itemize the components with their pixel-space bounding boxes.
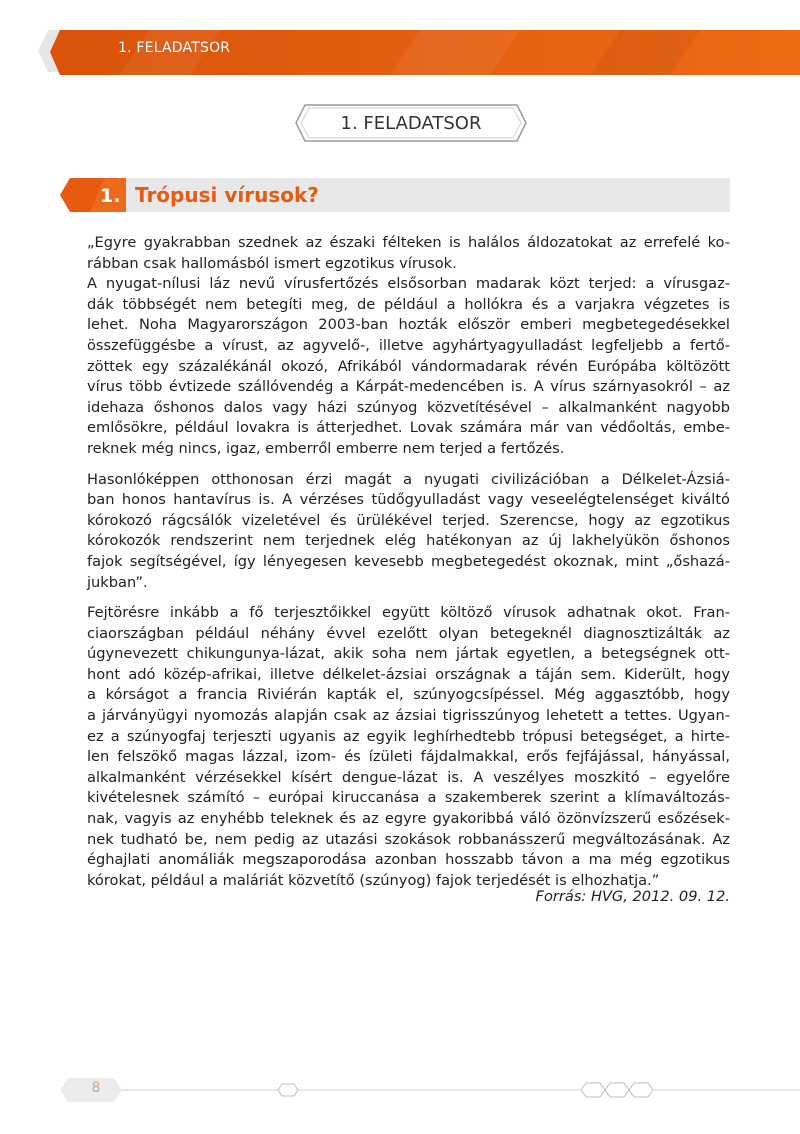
text-line: ciaországban például néhány évvel ezelőtt olyan betegeknél diagnosztizálták az (87, 624, 730, 642)
text-line: „Egyre gyakrabban szednek az északi félteken is halálos áldozatokat az errefelé ko- (87, 234, 730, 251)
article-body (87, 233, 730, 901)
text-line: nek tudható be, nem pedig az utazási szokások robbanásszerű megváltozásának. Az (87, 830, 730, 848)
text-line: alkalmanként vérzésekkel kísért dengue-lázat is. A veszélyes moszkitó – egyelőre (87, 768, 730, 786)
paragraph-1 (87, 233, 730, 460)
exercise-number: 1. (100, 185, 121, 207)
text-line: összefüggésbe a vírust, az agyvelő-, illetve agyhártyagyulladást legfeljebb a fertő- (87, 336, 730, 354)
text-line: emlősökre, például lovakra is átterjedhet. Lovak számára már van védőoltás, embe- (87, 419, 730, 437)
text-line: rábban csak hallomásból ismert egzotikus vírusok. (87, 254, 457, 272)
text-line: kórokat, például a maláriát közvetítő (szúnyog) fajok terjedését is elhozhatja.” (87, 871, 660, 889)
text-line: Fejtörésre inkább a fő terjesztőikkel együtt költöző vírusok adhatnak okot. Fran- (87, 604, 730, 622)
text-line: dák többségét nem betegíti meg, de például a hollókra és a varjakra végzetes is (87, 295, 730, 313)
paragraph-2 (87, 470, 730, 594)
text-line: hont adó közép-afrikai, illetve délkelet-ázsiai országnak a táján sem. Kiderült, hogy (87, 665, 730, 683)
section-title-box (295, 104, 527, 142)
page-number: 8 (91, 1080, 101, 1096)
text-line: len felszökő magas lázzal, izom- és ízületi fájdalmakkal, erős fejfájással, hányással, (87, 748, 730, 766)
text-line: fajok segítségével, így lényegesen kevesebb megbetegedést okoznak, mint „őshazá- (87, 552, 730, 570)
text-line: jukban”. (87, 573, 148, 591)
text-line: lehet. Noha Magyarországon 2003-ban hozták először emberi megbetegedésekkel (87, 316, 730, 334)
text-line: vírus több évtizede szállóvendég a Kárpát-medencében is. A vírus szárnyasokról – az (87, 378, 730, 396)
text-line: reknek még nincs, igaz, emberről emberre nem terjed a fertőzés. (87, 439, 565, 457)
footer-decoration (0, 1070, 800, 1110)
text-line: nak, vagyis az enyhébb teleknek és az egyre gyakoribbá váló özönvízszerű esőzések- (87, 810, 730, 828)
text-line: a kórságot a francia Riviérán kapták el, szúnyogcsípéssel. Még aggasztóbb, hogy (87, 686, 730, 704)
top-banner (0, 0, 800, 80)
text-line: kórokozók rendszerint nem terjednek elég hatékonyan az új lakhelyükön őshonos (87, 532, 730, 550)
section-title: 1. FELADATSOR (340, 112, 482, 134)
text-line: zöttek egy százalékánál okozó, Afrikából vándormadarak révén Európába költözött (87, 357, 730, 375)
text-line: kivételesnek számító – európai kiruccanása a szakemberek szerint a klímaváltozás- (87, 789, 730, 807)
paragraph-3 (87, 603, 730, 891)
text-line: kórokozó rágcsálók vizeletével és ürülékével terjed. Szerencse, hogy az egzotikus (87, 511, 730, 529)
text-line: Hasonlóképpen otthonosan érzi magát a nyugati civilizációban a Délkelet-Ázsiá- (87, 470, 730, 488)
text-line: idehaza őshonos dalos vagy házi szúnyog közvetítésével – alkalmanként nagyobb (87, 398, 730, 416)
text-line: éghajlati anomáliák megszaporodása azonban hosszabb távon a ma még egzotikus (87, 851, 730, 869)
page-footer (0, 1070, 800, 1110)
exercise-title: Trópusi vírusok? (135, 183, 319, 207)
text-line: ban honos hantavírus is. A vérzéses tüdőgyulladást vagy veseelégtelenséget kiváltó (87, 491, 730, 509)
exercise-header (60, 178, 730, 214)
text-line: a járványügyi nyomozás alapján csak az ázsiai tigrisszúnyog lehetett a tettes. Ugyan- (87, 707, 730, 725)
text-line: úgynevezett chikungunya-lázat, akik soha nem jártak egyetlen, a betegségnek ott- (87, 645, 730, 663)
source-citation: Forrás: HVG, 2012. 09. 12. (535, 888, 730, 905)
text-line: ez a szúnyogfaj terjeszti ugyanis az egyik leghírhedtebb trópusi betegséget, a hirte- (87, 727, 730, 745)
running-title: 1. FELADATSOR (118, 40, 231, 56)
text-line: A nyugat-nílusi láz nevű vírusfertőzés elsősorban madarak közt terjed: a vírusgaz- (87, 275, 730, 293)
